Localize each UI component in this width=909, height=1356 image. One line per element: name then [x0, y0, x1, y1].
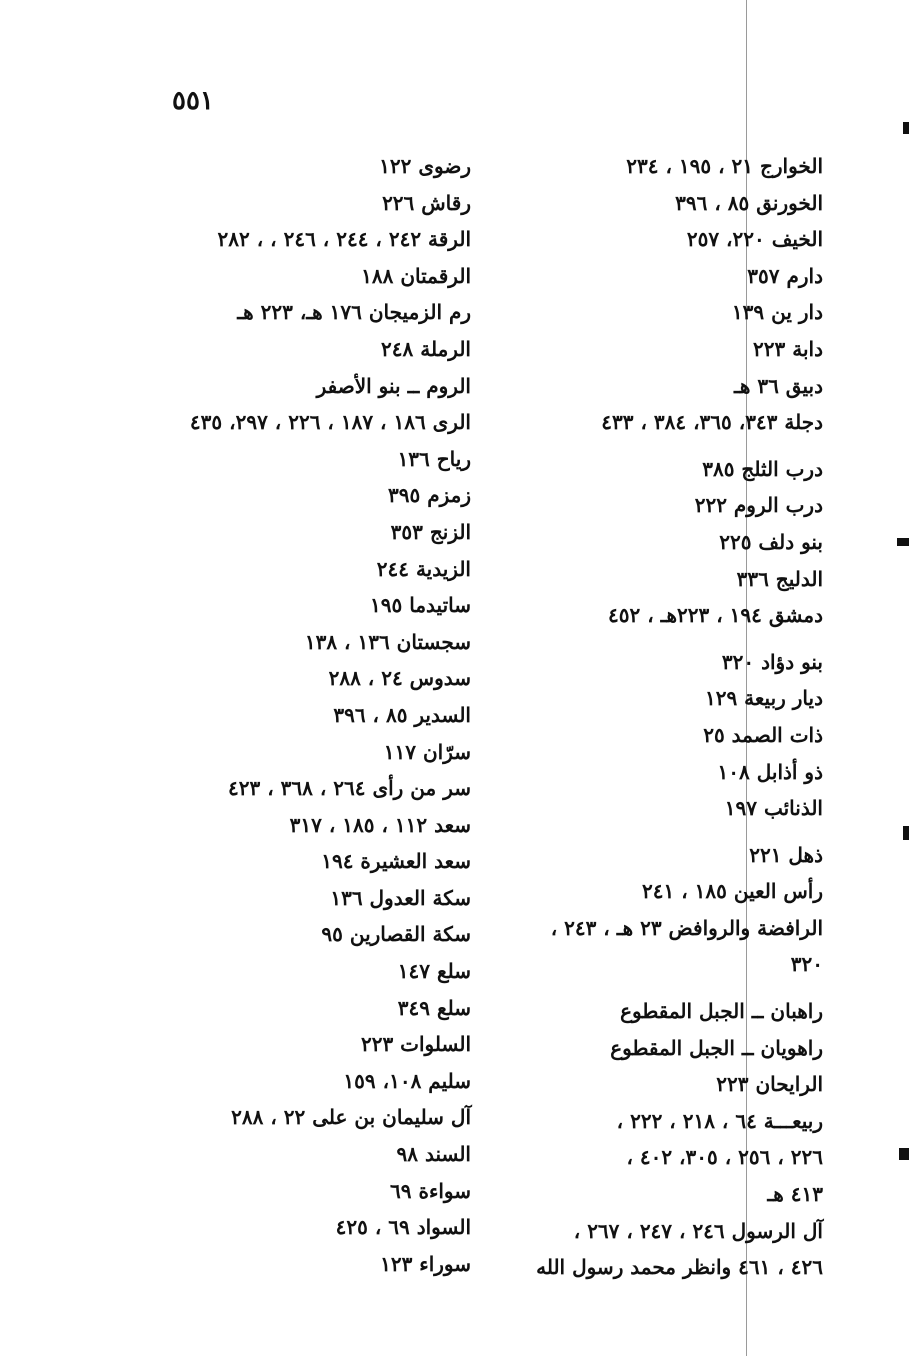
- index-entry: درب الثلج ٣٨٥: [702, 456, 823, 481]
- index-entry: السلوات ٢٢٣: [360, 1032, 471, 1057]
- index-entry: دارم ٣٥٧: [747, 263, 823, 288]
- index-entry: الدليج ٣٣٦: [736, 566, 823, 591]
- index-entry: آل سليمان بن على ٢٢ ، ٢٨٨: [231, 1105, 471, 1130]
- scan-mark: [903, 122, 909, 134]
- index-entry: سكة القصارين ٩٥: [321, 922, 471, 947]
- index-entry: ديار ربيعة ١٢٩: [704, 686, 823, 711]
- index-entry: سلع ١٤٧: [397, 959, 471, 984]
- index-entry: السواد ٦٩ ، ٤٢٥: [335, 1215, 471, 1240]
- index-entry: راهبان ــ الجبل المقطوع: [620, 999, 823, 1024]
- index-entry: رقاش ٢٢٦: [382, 190, 471, 215]
- index-column-right: [493, 148, 823, 1286]
- index-entry: الزيدية ٢٤٤: [376, 556, 471, 581]
- index-entry: سليم ١٠٨، ١٥٩: [343, 1068, 471, 1093]
- index-entry: سعد العشيرة ١٩٤: [321, 849, 471, 874]
- index-entry: الرقمتان ١٨٨: [361, 263, 471, 288]
- entry-gap: [493, 983, 823, 993]
- index-entry: ذو أذابل ١٠٨: [717, 759, 823, 784]
- index-entry: الزنج ٣٥٣: [390, 519, 471, 544]
- page-number: ٥٥١: [172, 86, 214, 116]
- index-entry: رأس العين ١٨٥ ، ٢٤١: [642, 879, 823, 904]
- index-entry: السدير ٨٥ ، ٣٩٦: [333, 702, 471, 727]
- index-entry: ٢٢٦ ، ٢٥٦ ، ٣٠٥، ٤٠٢ ،: [626, 1145, 823, 1170]
- index-entry: رم الزميجان ١٧٦ هـ، ٢٢٣ هـ: [237, 300, 471, 325]
- index-entry: الرافضة والروافض ٢٣ هـ ، ٢٤٣ ،: [550, 915, 823, 940]
- scan-mark: [899, 1148, 909, 1160]
- index-entry: سر من رأى ٢٦٤ ، ٣٦٨ ، ٤٢٣: [228, 776, 471, 801]
- entry-gap: [493, 827, 823, 837]
- index-entry: سلع ٣٤٩: [397, 995, 471, 1020]
- index-entry: رياح ١٣٦: [397, 446, 471, 471]
- index-entry: الرقة ٢٤٢ ، ٢٤٤ ، ٢٤٦ ، ، ٢٨٢: [217, 227, 471, 252]
- index-entry: الخوارج ٢١ ، ١٩٥ ، ٢٣٤: [626, 154, 823, 178]
- scan-mark: [897, 538, 909, 546]
- index-column-left: [151, 148, 471, 1282]
- index-entry: الخورنق ٨٥ ، ٣٩٦: [675, 190, 823, 215]
- index-entry: ٤١٣ هـ: [767, 1182, 823, 1207]
- index-entry: الرايحان ٢٢٣: [716, 1072, 823, 1097]
- index-entry: سكة العدول ١٣٦: [330, 885, 471, 910]
- index-entry: ٤٢٦ ، ٤٦١ وانظر محمد رسول الله: [536, 1255, 823, 1280]
- index-entry: ربيعـــة ٦٤ ، ٢١٨ ، ٢٢٢ ،: [616, 1108, 823, 1133]
- index-entry: الرى ١٨٦ ، ١٨٧ ، ٢٢٦ ، ٢٩٧، ٤٣٥: [189, 410, 471, 435]
- index-entry: رضوى ١٢٢: [379, 154, 471, 178]
- index-entry: بنو دلف ٢٢٥: [719, 529, 823, 554]
- index-entry: سرّان ١١٧: [383, 739, 471, 764]
- index-entry: درب الروم ٢٢٢: [694, 493, 823, 518]
- entry-gap: [493, 441, 823, 451]
- scan-mark: [903, 826, 909, 840]
- index-entry: الذنائب ١٩٧: [724, 796, 823, 821]
- index-entry: دبيق ٣٦ هـ: [733, 373, 823, 398]
- index-entry: ذات الصمد ٢٥: [703, 722, 823, 747]
- index-entry: سجستان ١٣٦ ، ١٣٨: [304, 629, 471, 654]
- index-entry: ذهل ٢٢١: [749, 842, 823, 867]
- index-entry: الروم ــ بنو الأصفر: [316, 373, 471, 398]
- entry-gap: [493, 634, 823, 644]
- index-entry: الرملة ٢٤٨: [381, 336, 471, 361]
- index-entry: زمزم ٣٩٥: [388, 483, 471, 508]
- index-entry: راهويان ــ الجبل المقطوع: [610, 1035, 823, 1060]
- index-entry: آل الرسول ٢٤٦ ، ٢٤٧ ، ٢٦٧ ،: [573, 1218, 823, 1243]
- index-entry: سدوس ٢٤ ، ٢٨٨: [328, 666, 471, 691]
- index-entry: سعد ١١٢ ، ١٨٥ ، ٣١٧: [289, 812, 471, 837]
- index-entry: دجلة ٣٤٣، ٣٦٥، ٣٨٤ ، ٤٣٣: [601, 410, 823, 435]
- index-entry: دابة ٢٢٣: [753, 336, 823, 361]
- index-entry: السند ٩٨: [396, 1142, 471, 1167]
- index-entry: سوراء ١٢٣: [380, 1251, 471, 1276]
- index-entry: دمشق ١٩٤ ، ٢٢٣هـ ، ٤٥٢: [608, 603, 823, 628]
- index-entry: بنو دؤاد ٣٢٠: [721, 649, 823, 674]
- index-entry: ٣٢٠: [790, 952, 823, 977]
- index-entry: ساتيدما ١٩٥: [370, 593, 471, 618]
- index-entry: سواءة ٦٩: [390, 1178, 471, 1203]
- index-entry: الخيف ٢٢٠، ٢٥٧: [686, 227, 823, 252]
- index-entry: دار ين ١٣٩: [731, 300, 823, 325]
